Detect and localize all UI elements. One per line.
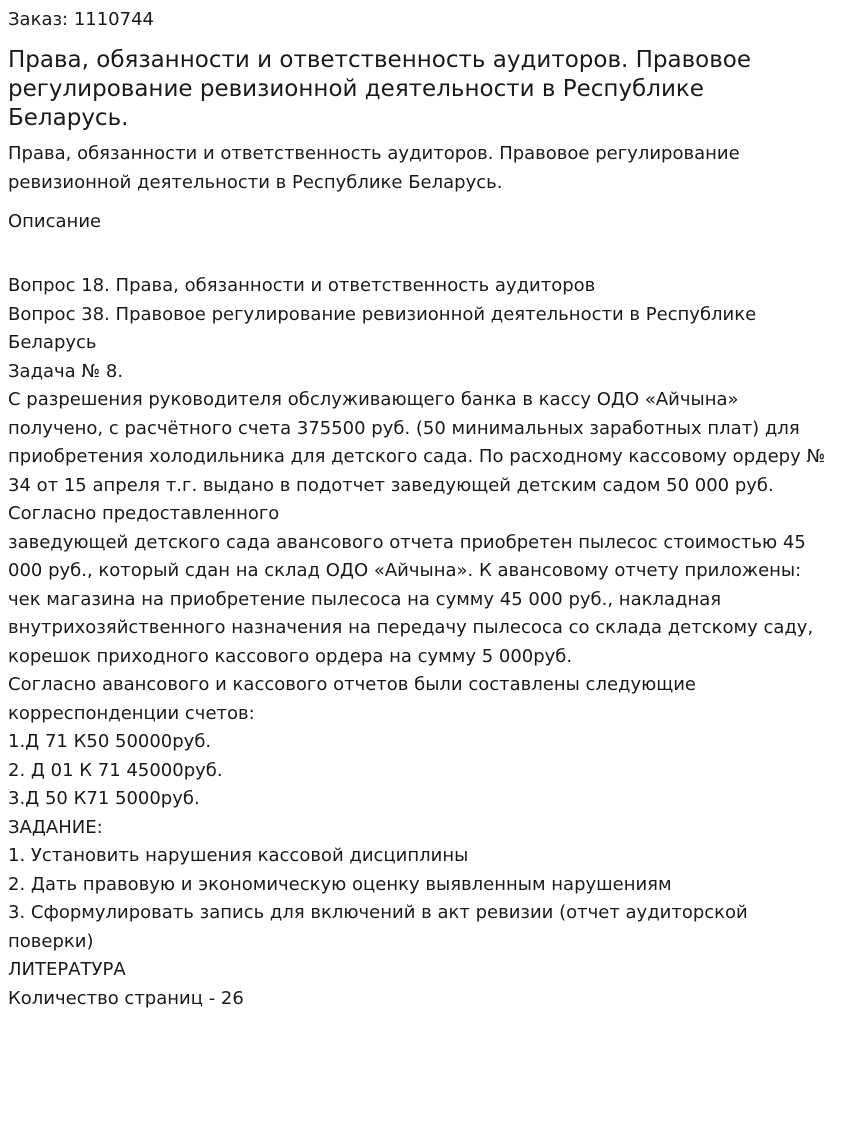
description-heading: Описание — [8, 211, 102, 232]
entry-2: 2. Д 01 К 71 45000руб. — [8, 759, 223, 781]
assignment-heading: ЗАДАНИЕ: — [8, 816, 103, 838]
task-paragraph-3: Согласно авансового и кассового отчетов были составлены следующие корреспонденции счетов: — [8, 674, 697, 724]
question-18: Вопрос 18. Права, обязанности и ответственность аудиторов — [8, 275, 596, 296]
assignment-2: 2. Дать правовую и экономическую оценку выявленным нарушениям — [8, 873, 672, 895]
page-title: Права, обязанности и ответственность аудиторов. Правовое регулирование ревизионной деятельности в Республике Беларусь. — [8, 47, 752, 131]
description-body — [8, 272, 838, 1013]
entry-1: 1.Д 71 К50 50000руб. — [8, 731, 212, 752]
task-heading: Задача № 8. — [8, 360, 124, 382]
task-paragraph-2b: заведующей детского сада авансового отчета приобретен пылесос стоимостью 45 000 руб., который сдан на склад ОДО «Айчына». К авансовому отчету приложены: чек магазина на приобретение пылесоса на сумму 45 000 руб., накладная внутрихозяйственного назначения на передачу пылесоса со склада детскому саду, корешок приходного кассового ордера на сумму 5 000руб. — [8, 531, 814, 667]
question-38: Вопрос 38. Правовое регулирование ревизионной деятельности в Республике Беларусь — [8, 303, 757, 353]
page-subtitle: Права, обязанности и ответственность аудиторов. Правовое регулирование ревизионной деятельности в Республике Беларусь. — [8, 143, 740, 193]
assignment-1: 1. Установить нарушения кассовой дисциплины — [8, 845, 469, 866]
assignment-3: 3. Сформулировать запись для включений в акт ревизии (отчет аудиторской поверки) — [8, 902, 748, 952]
task-paragraph-1: С разрешения руководителя обслуживающего банка в кассу ОДО «Айчына» получено, с расчётного счета 375500 руб. (50 минимальных заработных плат) для приобретения холодильника для детского сада. По расходному кассовому ордеру № 34 от 15 апреля т.г. выдано в подотчет заведующей детским садом 50 000 руб. — [8, 389, 826, 496]
order-number: Заказ: 1110744 — [8, 9, 154, 30]
page-count: Количество страниц - 26 — [8, 987, 244, 1009]
literature-heading: ЛИТЕРАТУРА — [8, 959, 126, 980]
task-paragraph-2a: Согласно предоставленного — [8, 503, 280, 524]
entry-3: 3.Д 50 К71 5000руб. — [8, 788, 200, 809]
